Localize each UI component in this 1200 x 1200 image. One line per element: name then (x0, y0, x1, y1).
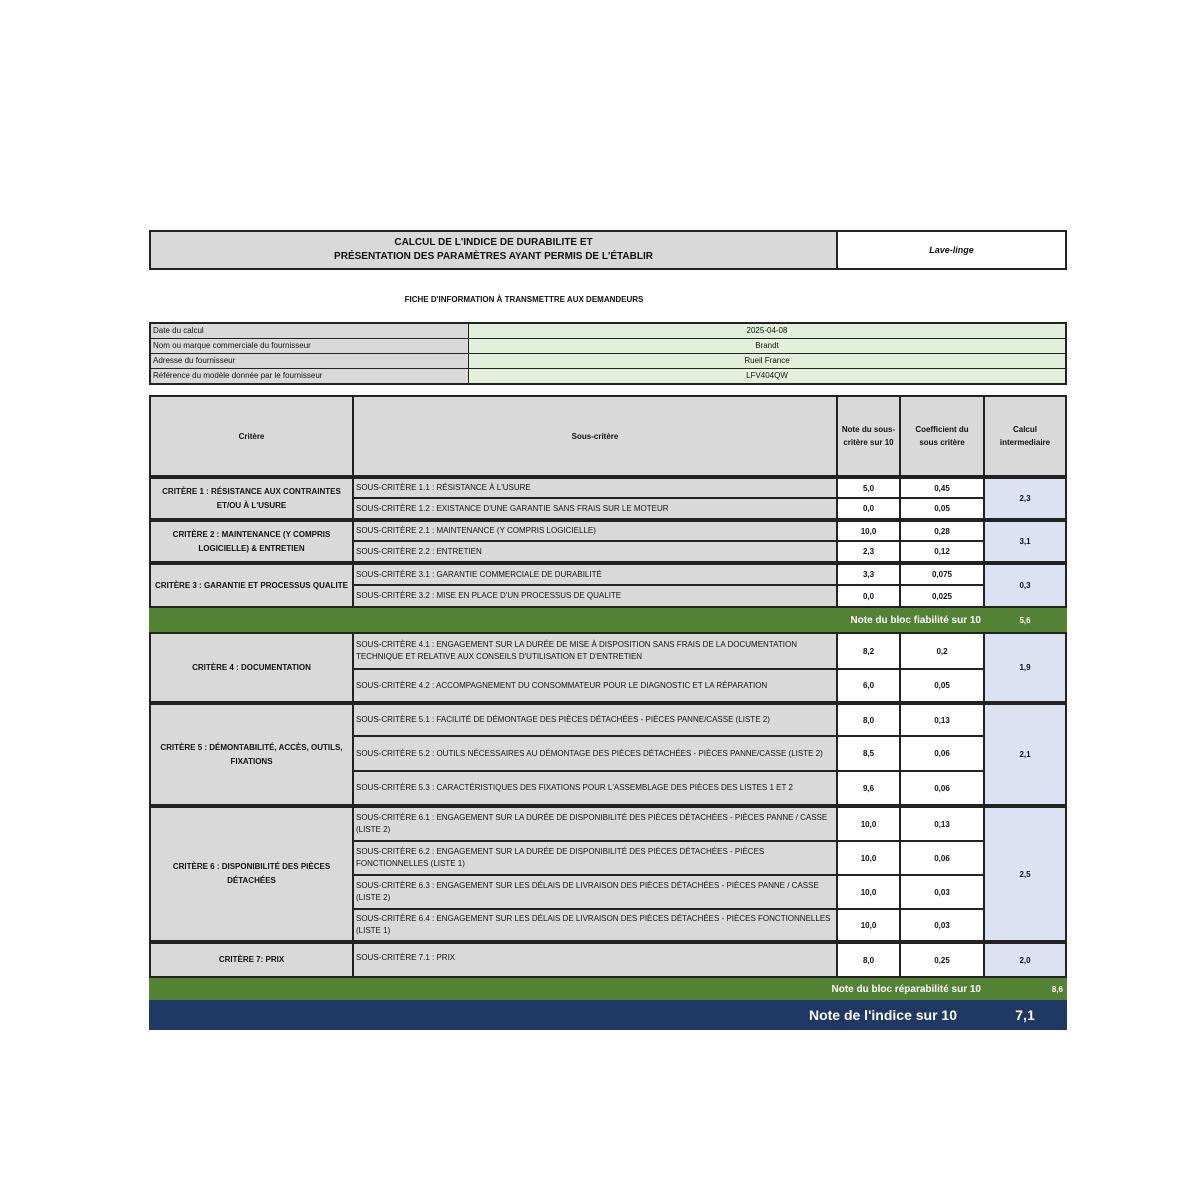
note-6-3: 10,0 (836, 874, 901, 910)
sub-criterion-2-2 (352, 540, 838, 563)
info-row (151, 339, 1065, 354)
sub-criterion-label: SOUS-CRITÈRE 6.4 : ENGAGEMENT SUR LES DÉLAIS DE LIVRAISON DES PIÈCES DÉTACHÉES - PIÈCES FONCTIONNELLES (LISTE 1) (356, 914, 831, 935)
sub-criterion-label: SOUS-CRITÈRE 1.2 : EXISTANCE D'UNE GARANTIE SANS FRAIS SUR LE MOTEUR (356, 503, 669, 513)
sub-criterion-7-1 (352, 942, 838, 978)
coef-2-1: 0,28 (899, 520, 985, 542)
coef-6-4: 0,03 (899, 908, 985, 942)
sub-criterion-4-1 (352, 632, 838, 670)
title-line-1: CALCUL DE L'INDICE DE DURABILITE ET (394, 237, 593, 248)
note-2-1: 10,0 (836, 520, 901, 542)
coef-6-2: 0,06 (899, 840, 985, 876)
note-1-1: 5,0 (836, 477, 901, 499)
note-6-1: 10,0 (836, 806, 901, 842)
coef-4-2: 0,05 (899, 668, 985, 703)
fiabilite-label: Note du bloc fiabilité sur 10 (149, 608, 985, 632)
reparabilite-label: Note du bloc réparabilité sur 10 (149, 978, 985, 1000)
sub-criterion-label: SOUS-CRITÈRE 5.3 : CARACTÉRISTIQUES DES FIXATIONS POUR L'ASSEMBLAGE DES PIÈCES DES LISTES 1 ET 2 (356, 783, 793, 792)
calc-2: 3,1 (983, 520, 1067, 563)
coef-6-3: 0,03 (899, 874, 985, 910)
coef-5-2: 0,06 (899, 735, 985, 772)
sub-criterion-label: SOUS-CRITÈRE 2.2 : ENTRETIEN (356, 546, 482, 556)
sub-criterion-6-3 (352, 874, 838, 910)
sub-criterion-label: SOUS-CRITÈRE 6.1 : ENGAGEMENT SUR LA DURÉE DE DISPONIBILITÉ DES PIÈCES DÉTACHÉES - PIÈCES PANNE / CASSE (LISTE 2) (356, 813, 828, 834)
sub-criterion-5-1 (352, 703, 838, 737)
note-3-1: 3,3 (836, 563, 901, 586)
col-header-note: Note du sous-critère sur 10 (836, 395, 901, 477)
info-value: Brandt (469, 339, 1065, 353)
supplier-info-table (149, 322, 1067, 385)
sub-criterion-2-1 (352, 520, 838, 542)
sub-criterion-5-2 (352, 735, 838, 772)
criterion-2: CRITÈRE 2 : MAINTENANCE (Y COMPRIS LOGICIELLE) & ENTRETIEN (149, 520, 354, 563)
sub-criterion-6-1 (352, 806, 838, 842)
criterion-3: CRITÈRE 3 : GARANTIE ET PROCESSUS QUALITE (149, 563, 354, 608)
calc-1: 2,3 (983, 477, 1067, 520)
product-type: Lave-linge (836, 230, 1067, 270)
sub-criterion-label: SOUS-CRITÈRE 7.1 : PRIX (356, 953, 456, 962)
criterion-4: CRITÈRE 4 : DOCUMENTATION (149, 632, 354, 703)
reparabilite-value: 8,6 (983, 978, 1067, 1000)
calc-5: 2,1 (983, 703, 1067, 806)
info-row (151, 324, 1065, 339)
coef-7-1: 0,25 (899, 942, 985, 978)
sub-criterion-3-1 (352, 563, 838, 586)
sub-criterion-label: SOUS-CRITÈRE 5.1 : FACILITÉ DE DÉMONTAGE DES PIÈCES DÉTACHÉES - PIÈCES PANNE/CASSE (LISTE 2) (356, 715, 770, 724)
sub-criterion-label: SOUS-CRITÈRE 6.3 : ENGAGEMENT SUR LES DÉLAIS DE LIVRAISON DES PIÈCES DÉTACHÉES - PIÈCES PANNE / CASSE (LISTE 2) (356, 881, 819, 902)
note-4-1: 8,2 (836, 632, 901, 670)
info-value: 2025-04-08 (469, 324, 1065, 338)
fiabilite-value: 5,6 (983, 608, 1067, 632)
note-6-4: 10,0 (836, 908, 901, 942)
criterion-6: CRITÈRE 6 : DISPONIBILITÉ DES PIÈCES DÉTACHÉES (149, 806, 354, 942)
info-row (151, 369, 1065, 383)
title-line-2: PRÉSENTATION DES PARAMÈTRES AYANT PERMIS DE L'ÉTABLIR (334, 251, 653, 262)
indice-value: 7,1 (983, 1000, 1067, 1030)
coef-4-1: 0,2 (899, 632, 985, 670)
note-6-2: 10,0 (836, 840, 901, 876)
note-2-2: 2,3 (836, 540, 901, 563)
document-title (149, 230, 838, 270)
sub-criterion-5-3 (352, 770, 838, 806)
info-row (151, 354, 1065, 369)
info-value: LFV404QW (469, 369, 1065, 383)
sub-criterion-1-2 (352, 497, 838, 520)
coef-3-2: 0,025 (899, 584, 985, 608)
coef-3-1: 0,075 (899, 563, 985, 586)
sub-criterion-label: SOUS-CRITÈRE 3.2 : MISE EN PLACE D'UN PROCESSUS DE QUALITE (356, 591, 622, 600)
info-label: Référence du modèle donnée par le fournisseur (151, 369, 469, 383)
note-5-3: 9,6 (836, 770, 901, 806)
calc-4: 1,9 (983, 632, 1067, 703)
note-4-2: 6,0 (836, 668, 901, 703)
coef-2-2: 0,12 (899, 540, 985, 563)
sub-criterion-1-1 (352, 477, 838, 499)
subtitle: FICHE D'INFORMATION À TRANSMETTRE AUX DEMANDEURS (404, 295, 644, 304)
note-7-1: 8,0 (836, 942, 901, 978)
calc-3: 0,3 (983, 563, 1067, 608)
info-label: Date du calcul (151, 324, 469, 338)
sub-criterion-label: SOUS-CRITÈRE 4.2 : ACCOMPAGNEMENT DU CONSOMMATEUR POUR LE DIAGNOSTIC ET LA RÉPARATION (356, 680, 768, 690)
sub-criterion-6-4 (352, 908, 838, 942)
sub-criterion-label: SOUS-CRITÈRE 4.1 : ENGAGEMENT SUR LA DURÉE DE MISE À DISPOSITION SANS FRAIS DE LA DOCUMENTATION TECHNIQUE ET RELATIVE AUX CONSEILS D'UTILISATION ET D'ENTRETIEN (356, 640, 797, 661)
coef-1-2: 0,05 (899, 497, 985, 520)
info-value: Rueil France (469, 354, 1065, 368)
note-1-2: 0,0 (836, 497, 901, 520)
coef-5-1: 0,13 (899, 703, 985, 737)
info-label: Nom ou marque commerciale du fournisseur (151, 339, 469, 353)
sub-criterion-6-2 (352, 840, 838, 876)
coef-1-1: 0,45 (899, 477, 985, 499)
criterion-5: CRITÈRE 5 : DÉMONTABILITÉ, ACCÈS, OUTILS, FIXATIONS (149, 703, 354, 806)
criterion-1: CRITÈRE 1 : RÉSISTANCE AUX CONTRAINTES ET/OU À L'USURE (149, 477, 354, 520)
sub-criterion-3-2 (352, 584, 838, 608)
coef-5-3: 0,06 (899, 770, 985, 806)
sub-criterion-4-2 (352, 668, 838, 703)
criterion-7: CRITÈRE 7: PRIX (149, 942, 354, 978)
col-header-sous-critere: Sous-critère (352, 395, 838, 477)
calc-7: 2,0 (983, 942, 1067, 978)
sub-criterion-label: SOUS-CRITÈRE 6.2 : ENGAGEMENT SUR LA DURÉE DE DISPONIBILITÉ DES PIÈCES DÉTACHÉES - PIÈCES FONCTIONNELLES (LISTE 1) (356, 847, 765, 868)
sub-criterion-label: SOUS-CRITÈRE 5.2 : OUTILS NÉCESSAIRES AU DÉMONTAGE DES PIÈCES DÉTACHÉES - PIÈCES PANNE/CASSE (LISTE 2) (356, 748, 823, 758)
sub-criterion-label: SOUS-CRITÈRE 2.1 : MAINTENANCE (Y COMPRIS LOGICIELLE) (356, 526, 596, 535)
col-header-coefficient: Coefficient du sous critère (899, 395, 985, 477)
note-3-2: 0,0 (836, 584, 901, 608)
col-header-calcul: Calcul intermediaire (983, 395, 1067, 477)
col-header-critere: Critère (149, 395, 354, 477)
coef-6-1: 0,13 (899, 806, 985, 842)
indice-label: Note de l'indice sur 10 (149, 1000, 985, 1030)
sub-criterion-label: SOUS-CRITÈRE 3.1 : GARANTIE COMMERCIALE DE DURABILITÉ (356, 569, 602, 579)
note-5-2: 8,5 (836, 735, 901, 772)
sub-criterion-label: SOUS-CRITÈRE 1.1 : RÉSISTANCE À L'USURE (356, 483, 531, 492)
info-label: Adresse du fournisseur (151, 354, 469, 368)
note-5-1: 8,0 (836, 703, 901, 737)
calc-6: 2,5 (983, 806, 1067, 942)
